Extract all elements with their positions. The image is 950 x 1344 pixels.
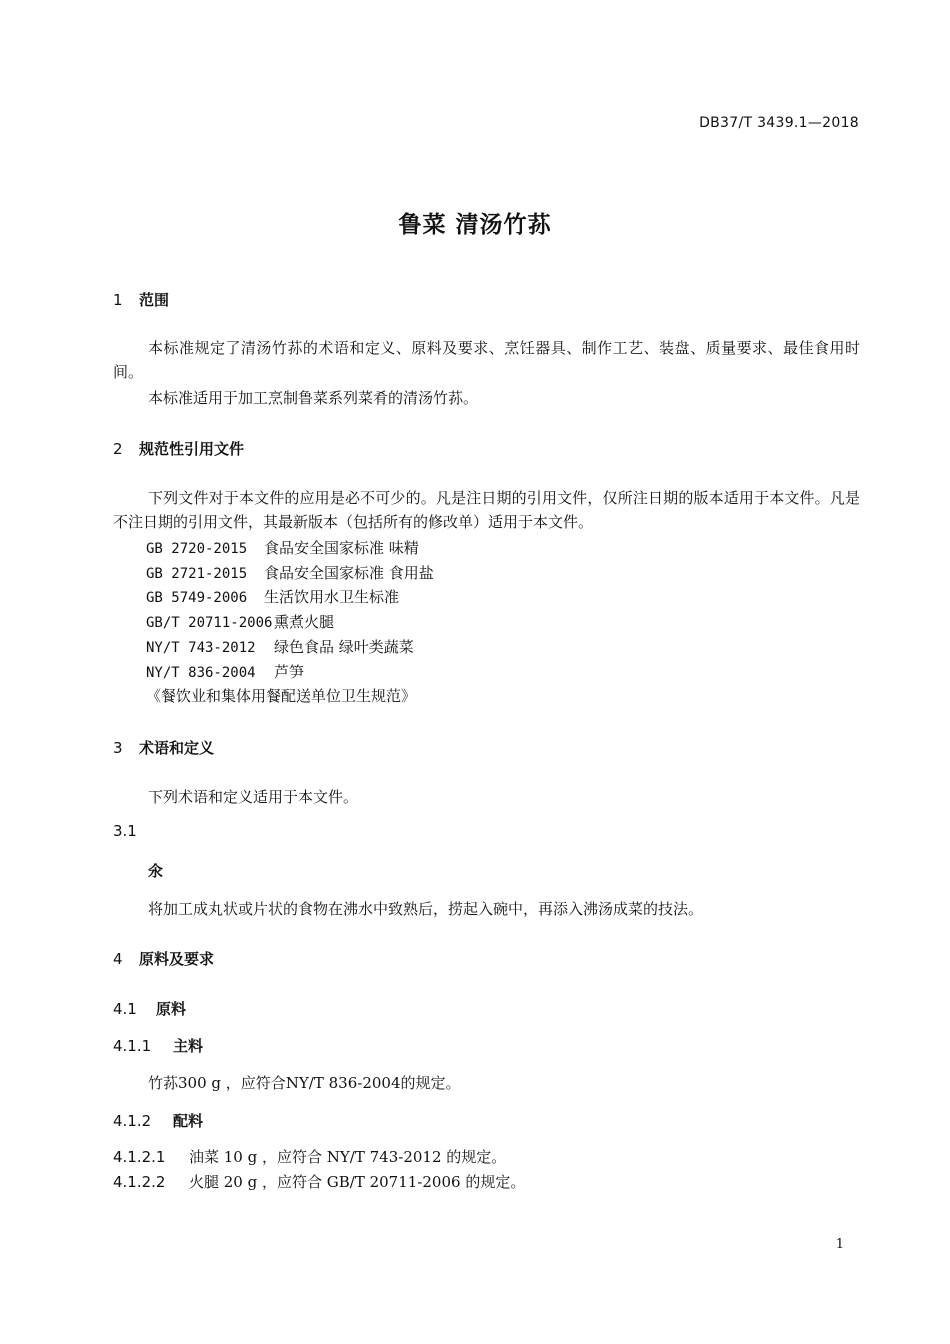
reference-title: 食品安全国家标准 味精 bbox=[264, 539, 419, 557]
subsection-4-1-1-heading bbox=[113, 1035, 203, 1056]
reference-title: 生活饮用水卫生标准 bbox=[264, 588, 400, 606]
section-3-heading bbox=[113, 737, 214, 758]
ingredient-item bbox=[113, 1146, 506, 1167]
reference-code: GB 2720-2015 bbox=[146, 541, 248, 557]
item-text: 火腿 20 g ，应符合 GB/T 20711-2006 的规定。 bbox=[189, 1173, 526, 1191]
ingredient-item bbox=[113, 1171, 525, 1192]
section-title: 主料 bbox=[173, 1037, 204, 1055]
reference-item bbox=[146, 661, 304, 682]
page-title: 鲁菜 清汤竹荪 bbox=[398, 212, 552, 238]
section-title: 原料 bbox=[156, 1000, 187, 1018]
section-4-heading bbox=[113, 948, 214, 969]
section-title: 原料及要求 bbox=[139, 950, 215, 968]
term-definition: 将加工成丸状或片状的食物在沸水中致熟后，捞起入碗中，再添入沸汤成菜的技法。 bbox=[148, 900, 704, 918]
section-title: 配料 bbox=[173, 1112, 204, 1130]
section-number: 4.1.1 bbox=[113, 1037, 152, 1055]
reference-item: 《餐饮业和集体用餐配送单位卫生规范》 bbox=[146, 687, 417, 705]
subsection-4-1-heading bbox=[113, 998, 186, 1019]
item-number: 4.1.2.1 bbox=[113, 1148, 166, 1166]
section-1-heading bbox=[113, 289, 169, 310]
item-number: 4.1.2.2 bbox=[113, 1173, 166, 1191]
subsection-4-1-2-heading bbox=[113, 1110, 203, 1131]
reference-title: 食品安全国家标准 食用盐 bbox=[264, 564, 434, 582]
page-number: 1 bbox=[835, 1237, 844, 1252]
section-number: 3 bbox=[113, 739, 123, 757]
section-title: 术语和定义 bbox=[139, 739, 215, 757]
section-number: 4 bbox=[113, 950, 123, 968]
main-ingredient-text: 竹荪300 g ，应符合NY/T 836-2004的规定。 bbox=[148, 1074, 461, 1092]
section-2-intro: 下列文件对于本文件的应用是必不可少的。凡是注日期的引用文件，仅所注日期的版本适用于本文件。凡是不注日期的引用文件，其最新版本（包括所有的修改单）适用于本文件。 bbox=[113, 489, 860, 531]
reference-title: 熏煮火腿 bbox=[274, 613, 335, 631]
reference-item bbox=[146, 562, 434, 583]
reference-title: 绿色食品 绿叶类蔬菜 bbox=[274, 638, 414, 656]
section-1-paragraph-2: 本标准适用于加工烹制鲁菜系列菜肴的清汤竹荪。 bbox=[148, 389, 479, 407]
reference-code: NY/T 836-2004 bbox=[146, 665, 256, 681]
reference-item bbox=[146, 636, 414, 657]
reference-code: NY/T 743-2012 bbox=[146, 640, 256, 656]
reference-code: GB 2721-2015 bbox=[146, 566, 248, 582]
section-number: 4.1 bbox=[113, 1000, 137, 1018]
section-2-heading bbox=[113, 438, 244, 459]
reference-title: 芦笋 bbox=[274, 663, 305, 681]
document-code: DB37/T 3439.1—2018 bbox=[699, 115, 859, 131]
reference-code: GB 5749-2006 bbox=[146, 590, 248, 606]
reference-item bbox=[146, 586, 399, 607]
section-number: 1 bbox=[113, 291, 123, 309]
section-title: 规范性引用文件 bbox=[139, 440, 245, 458]
section-3-intro: 下列术语和定义适用于本文件。 bbox=[148, 788, 359, 806]
reference-item bbox=[146, 537, 419, 558]
section-number: 4.1.2 bbox=[113, 1112, 152, 1130]
section-title: 范围 bbox=[139, 291, 170, 309]
reference-code: GB/T 20711-2006 bbox=[146, 615, 273, 631]
section-1-paragraph-1: 本标准规定了清汤竹荪的术语和定义、原料及要求、烹饪器具、制作工艺、装盘、质量要求、最佳食用时间。 bbox=[113, 339, 860, 381]
subsection-3-1-number: 3.1 bbox=[113, 822, 137, 840]
section-number: 2 bbox=[113, 440, 123, 458]
reference-item bbox=[146, 611, 334, 632]
item-text: 油菜 10 g ，应符合 NY/T 743-2012 的规定。 bbox=[189, 1148, 507, 1166]
term-title: 氽 bbox=[148, 862, 164, 880]
